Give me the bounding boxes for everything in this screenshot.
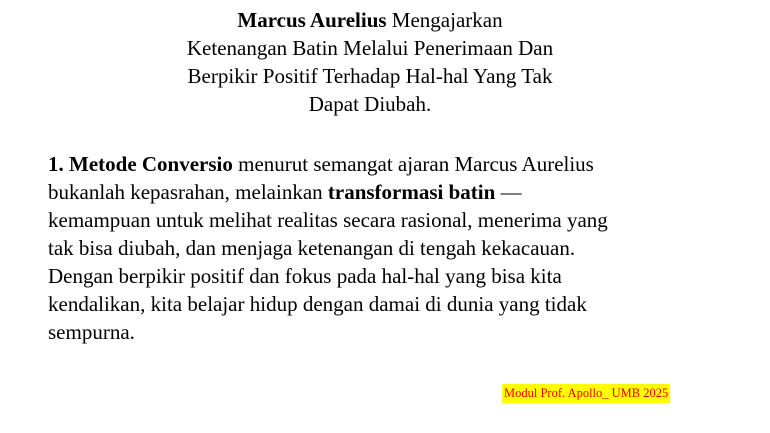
text-run: Mengajarkan	[386, 8, 503, 32]
text-line	[0, 34, 740, 62]
text-run: —	[495, 180, 522, 204]
text-line	[48, 206, 708, 234]
text-run: kemampuan untuk melihat realitas secara rasional, menerima yang	[48, 208, 608, 232]
text-run: Berpikir Positif Terhadap Hal-hal Yang Tak	[187, 64, 553, 88]
text-line	[48, 290, 708, 318]
footer-credit: Modul Prof. Apollo_ UMB 2025	[502, 384, 670, 403]
text-run: kendalikan, kita belajar hidup dengan damai di dunia yang tidak	[48, 292, 587, 316]
text-run: Dapat Diubah.	[308, 92, 432, 116]
text-line	[48, 178, 708, 206]
body-paragraph	[48, 150, 708, 346]
text-line	[0, 62, 740, 90]
text-line	[48, 150, 708, 178]
bold-text-run: transformasi batin	[327, 180, 496, 204]
text-run: Ketenangan Batin Melalui Penerimaan Dan	[186, 36, 554, 60]
bold-text-run: Marcus Aurelius	[237, 8, 387, 32]
text-line	[48, 262, 708, 290]
text-line	[0, 90, 740, 118]
text-line	[48, 234, 708, 262]
text-run: bukanlah kepasrahan, melainkan	[48, 180, 328, 204]
page-title	[0, 6, 740, 118]
text-run: menurut semangat ajaran Marcus Aurelius	[232, 152, 594, 176]
text-line	[0, 6, 740, 34]
text-run: Dengan berpikir positif dan fokus pada hal-hal yang bisa kita	[48, 264, 562, 288]
text-run: sempurna.	[48, 320, 135, 344]
bold-text-run: 1. Metode Conversio	[48, 152, 233, 176]
text-line	[48, 318, 708, 346]
text-run: tak bisa diubah, dan menjaga ketenangan di tengah kekacauan.	[48, 236, 576, 260]
